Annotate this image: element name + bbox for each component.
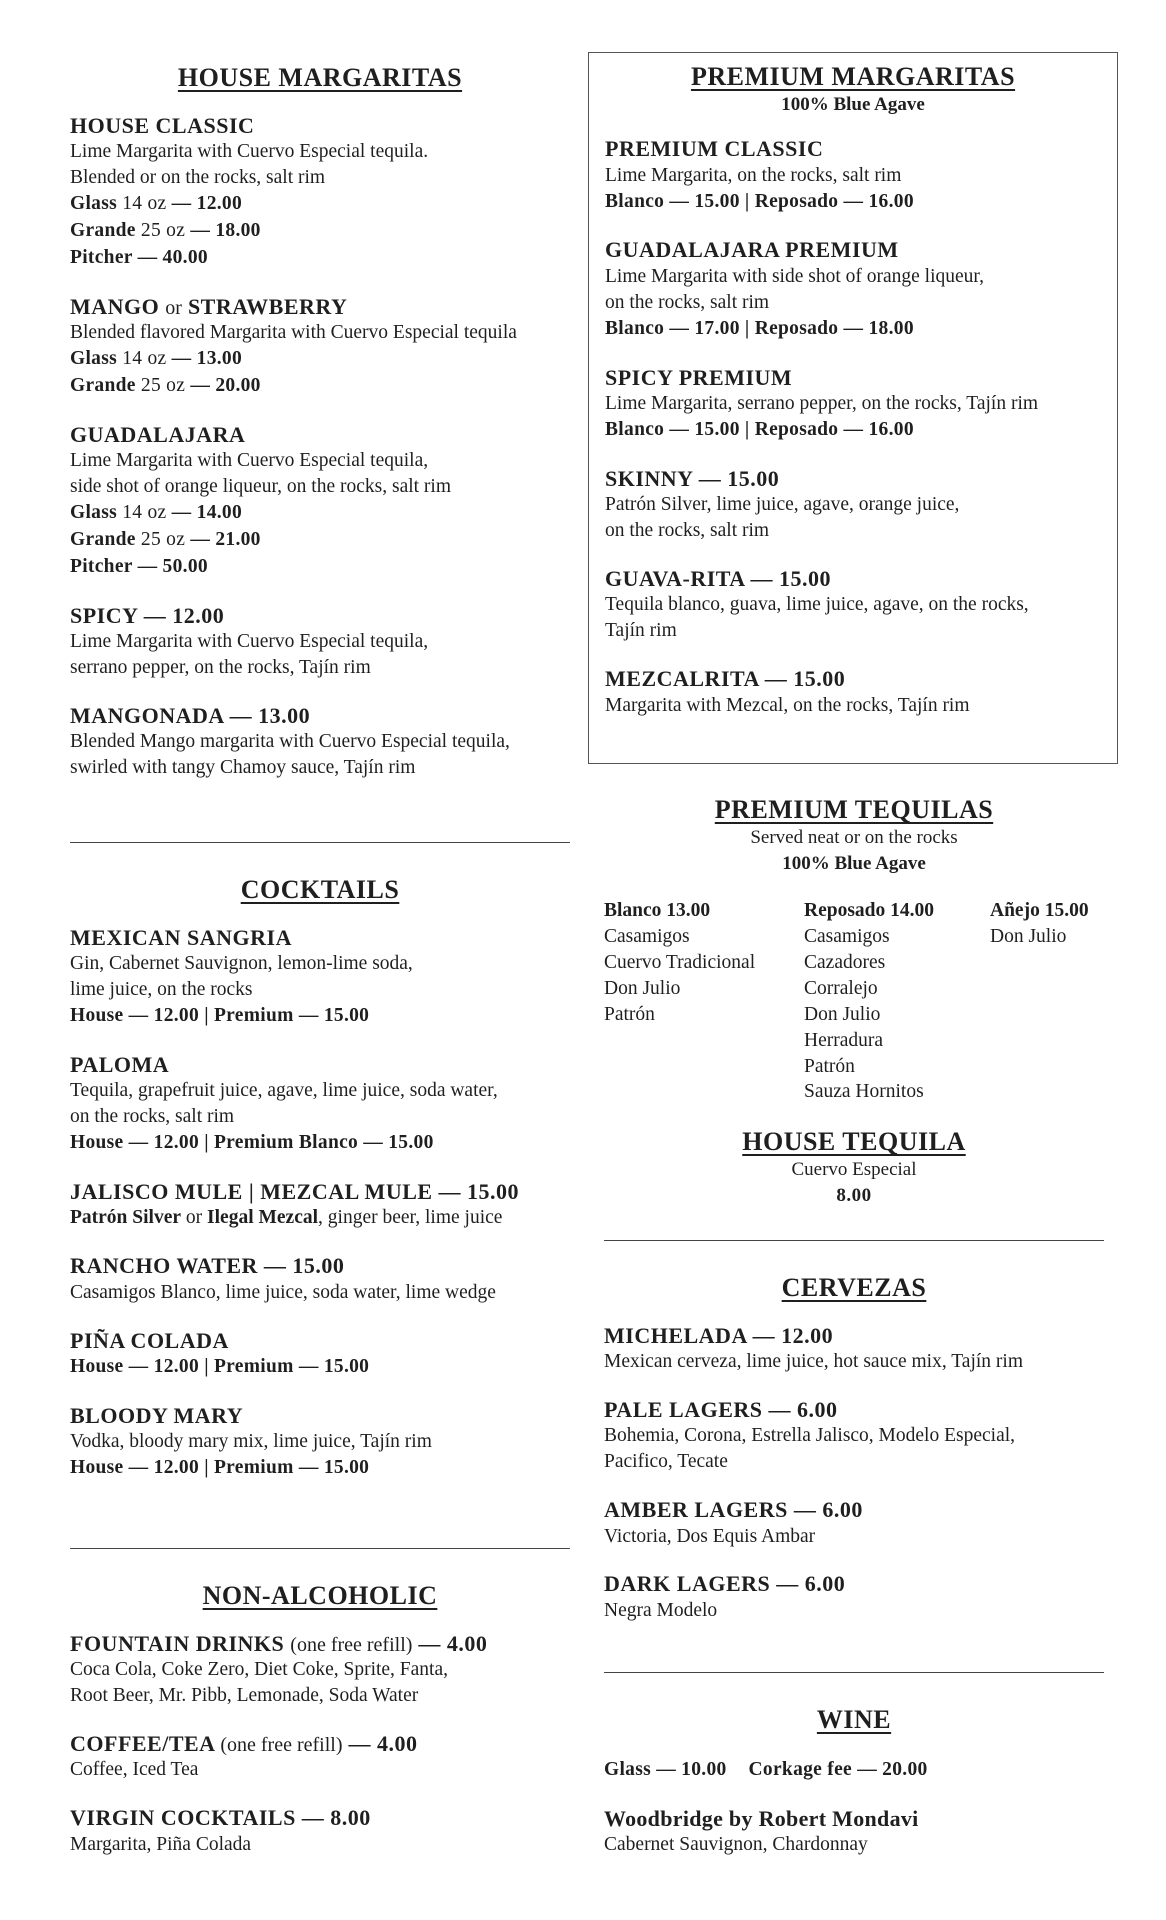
menu-item [70, 113, 570, 272]
item-name: HOUSE CLASSIC [70, 112, 255, 138]
section-title: NON-ALCOHOLIC [202, 1581, 438, 1610]
menu-item [70, 1179, 570, 1231]
item-price: Glass 14 oz — 13.00 [70, 347, 243, 369]
menu-item [70, 1403, 570, 1482]
menu-item [605, 136, 1101, 215]
item-price: House — 12.00 | Premium — 15.00 [70, 1457, 370, 1479]
item-name: DARK LAGERS — 6.00 [604, 1571, 846, 1597]
item-desc: Vodka, bloody mary mix, lime juice, Tajín rim [70, 1431, 432, 1453]
menu-item [70, 925, 570, 1030]
menu-item [604, 1806, 1104, 1858]
divider [604, 1672, 1104, 1673]
tequila-item: Don Julio [604, 977, 681, 999]
item-price: Pitcher — 40.00 [70, 246, 208, 268]
menu-item [70, 1805, 570, 1857]
item-desc: Victoria, Dos Equis Ambar [604, 1525, 816, 1547]
item-desc: on the rocks, salt rim [605, 520, 770, 542]
item-name: Woodbridge by Robert Mondavi [604, 1805, 919, 1831]
menu-item [70, 1631, 570, 1709]
section-subtitle: 100% Blue Agave [781, 93, 925, 115]
item-desc: Tequila, grapefruit juice, agave, lime juice, soda water, [70, 1080, 498, 1102]
item-price: Blanco — 17.00 | Reposado — 18.00 [605, 317, 914, 339]
item-desc: Tequila blanco, guava, lime juice, agave, on the rocks, [605, 594, 1029, 616]
item-desc: swirled with tangy Chamoy sauce, Tajín rim [70, 757, 416, 779]
menu-item [604, 1497, 1104, 1549]
tequila-item: Herradura [804, 1029, 884, 1051]
menu-item [605, 237, 1101, 342]
section-title: CERVEZAS [781, 1273, 927, 1302]
item-price: Grande 25 oz — 21.00 [70, 528, 261, 550]
item-name: SPICY — 12.00 [70, 602, 225, 628]
menu-item [605, 666, 1101, 718]
tequila-item: Don Julio [990, 925, 1067, 947]
item-name: SKINNY — 15.00 [605, 465, 780, 491]
item-desc: Lime Margarita, serrano pepper, on the rocks, Tajín rim [605, 392, 1039, 414]
tequila-column-reposado [804, 898, 990, 1105]
section-title: PREMIUM MARGARITAS [690, 62, 1016, 91]
menu-item [70, 603, 570, 681]
cocktails-section [70, 876, 570, 1482]
tequila-item: Cuervo Tradicional [604, 951, 756, 973]
section-subtitle: 100% Blue Agave [782, 853, 926, 875]
tequila-item: Corralejo [804, 977, 878, 999]
menu-item [70, 1052, 570, 1157]
item-desc: Gin, Cabernet Sauvignon, lemon-lime soda, [70, 952, 413, 974]
tequila-column-anejo [990, 898, 1120, 1105]
tequila-column-header: Reposado 14.00 [804, 900, 935, 921]
item-price: Glass 14 oz — 12.00 [70, 192, 243, 214]
divider [70, 1548, 570, 1549]
item-desc: Root Beer, Mr. Pibb, Lemonade, Soda Water [70, 1684, 419, 1706]
item-desc: Bohemia, Corona, Estrella Jalisco, Modelo Especial, [604, 1425, 1016, 1447]
tequila-column-header: Añejo 15.00 [990, 900, 1089, 921]
house-tequila-price: 8.00 [836, 1185, 872, 1207]
item-price: House — 12.00 | Premium — 15.00 [70, 1355, 370, 1377]
wine-section [604, 1706, 1104, 1858]
menu-item [70, 294, 570, 400]
item-name: AMBER LAGERS — 6.00 [604, 1497, 863, 1523]
item-desc: serrano pepper, on the rocks, Tajín rim [70, 656, 371, 678]
section-title: HOUSE MARGARITAS [177, 63, 463, 92]
item-name: MANGONADA — 13.00 [70, 702, 311, 728]
premium-margaritas-section [605, 63, 1101, 719]
menu-item [70, 1328, 570, 1381]
item-desc: Margarita, Piña Colada [70, 1833, 252, 1855]
item-desc: Margarita with Mezcal, on the rocks, Tajín rim [605, 694, 970, 716]
tequila-column-header: Blanco 13.00 [604, 900, 711, 921]
section-title: WINE [816, 1705, 892, 1734]
menu-item [70, 1731, 570, 1783]
item-name: GUADALAJARA PREMIUM [605, 237, 899, 263]
item-desc: on the rocks, salt rim [70, 1106, 235, 1128]
menu-item [70, 422, 570, 581]
item-desc: Lime Margarita with Cuervo Especial tequila, [70, 450, 429, 472]
item-desc: Blended or on the rocks, salt rim [70, 166, 326, 188]
item-desc: Negra Modelo [604, 1599, 718, 1621]
item-desc: Lime Margarita with Cuervo Especial tequila, [70, 631, 429, 653]
section-subtitle: Served neat or on the rocks [750, 826, 958, 848]
tequila-item: Don Julio [804, 1003, 881, 1025]
item-name: VIRGIN COCKTAILS — 8.00 [70, 1805, 371, 1831]
premium-tequilas-section [588, 796, 1120, 878]
menu-item [604, 1397, 1104, 1475]
divider [70, 842, 570, 843]
item-name: MEZCALRITA — 15.00 [605, 666, 846, 692]
item-price: Grande 25 oz — 20.00 [70, 374, 261, 396]
item-name: PREMIUM CLASSIC [605, 136, 824, 162]
item-name: FOUNTAIN DRINKS (one free refill) — 4.00 [70, 1630, 488, 1656]
tequila-item: Cazadores [804, 951, 886, 973]
item-desc: Blended flavored Margarita with Cuervo Especial tequila [70, 321, 517, 343]
item-desc: Patrón Silver or Ilegal Mezcal, ginger beer, lime juice [70, 1207, 503, 1229]
wine-prices: Glass — 10.00 Corkage fee — 20.00 [604, 1758, 928, 1780]
menu-item [605, 365, 1101, 444]
item-desc: Cabernet Sauvignon, Chardonnay [604, 1833, 868, 1855]
item-desc: Lime Margarita with Cuervo Especial tequila. [70, 140, 429, 162]
item-price: Glass 14 oz — 14.00 [70, 501, 243, 523]
item-name: JALISCO MULE | MEZCAL MULE — 15.00 [70, 1178, 520, 1204]
item-price: Pitcher — 50.00 [70, 555, 208, 577]
tequila-item: Casamigos [604, 925, 690, 947]
item-desc: on the rocks, salt rim [605, 291, 770, 313]
item-name: MANGO or STRAWBERRY [70, 293, 348, 319]
item-desc: Coffee, Iced Tea [70, 1759, 199, 1781]
item-desc: Blended Mango margarita with Cuervo Especial tequila, [70, 731, 510, 753]
cervezas-section [604, 1274, 1104, 1624]
house-margaritas-section [70, 64, 570, 781]
tequila-item: Patrón [604, 1003, 655, 1025]
menu-item [605, 466, 1101, 544]
premium-margaritas-box [588, 52, 1118, 764]
item-name: PALE LAGERS — 6.00 [604, 1396, 838, 1422]
menu-item [605, 566, 1101, 644]
menu-item [70, 703, 570, 781]
item-desc: side shot of orange liqueur, on the rocks, salt rim [70, 475, 452, 497]
menu-item [604, 1323, 1104, 1375]
item-name: GUADALAJARA [70, 421, 246, 447]
item-price: House — 12.00 | Premium Blanco — 15.00 [70, 1131, 434, 1153]
item-name: MICHELADA — 12.00 [604, 1322, 834, 1348]
item-price: Grande 25 oz — 18.00 [70, 219, 261, 241]
item-desc: Coca Cola, Coke Zero, Diet Coke, Sprite, Fanta, [70, 1658, 449, 1680]
item-name: SPICY PREMIUM [605, 364, 793, 390]
item-name: MEXICAN SANGRIA [70, 924, 293, 950]
item-desc: Mexican cerveza, lime juice, hot sauce mix, Tajín rim [604, 1350, 1023, 1372]
divider [604, 1240, 1104, 1241]
item-desc: Casamigos Blanco, lime juice, soda water, lime wedge [70, 1281, 496, 1303]
item-name: RANCHO WATER — 15.00 [70, 1253, 345, 1279]
section-title: COCKTAILS [240, 875, 400, 904]
item-desc: Lime Margarita with side shot of orange liqueur, [605, 265, 985, 287]
tequila-item: Patrón [804, 1055, 855, 1077]
item-price: Blanco — 15.00 | Reposado — 16.00 [605, 418, 914, 440]
item-name: PIÑA COLADA [70, 1327, 229, 1353]
tequila-list [604, 898, 1120, 1105]
menu-item [604, 1571, 1104, 1623]
house-tequila-section [588, 1128, 1120, 1210]
item-name: COFFEE/TEA (one free refill) — 4.00 [70, 1730, 418, 1756]
item-desc: Pacifico, Tecate [604, 1451, 728, 1473]
section-title: HOUSE TEQUILA [742, 1127, 966, 1156]
item-desc: Patrón Silver, lime juice, agave, orange juice, [605, 494, 960, 516]
item-name: PALOMA [70, 1051, 170, 1077]
tequila-item: Casamigos [804, 925, 890, 947]
item-price: House — 12.00 | Premium — 15.00 [70, 1004, 370, 1026]
tequila-column-blanco [604, 898, 804, 1105]
item-desc: Tajín rim [605, 620, 677, 642]
item-desc: lime juice, on the rocks [70, 978, 253, 1000]
item-price: Blanco — 15.00 | Reposado — 16.00 [605, 190, 914, 212]
tequila-item: Sauza Hornitos [804, 1081, 924, 1103]
item-name: BLOODY MARY [70, 1402, 244, 1428]
menu-item [70, 1253, 570, 1305]
non-alcoholic-section [70, 1582, 570, 1857]
section-title: PREMIUM TEQUILAS [714, 795, 994, 824]
item-desc: Lime Margarita, on the rocks, salt rim [605, 164, 902, 186]
item-name: GUAVA-RITA — 15.00 [605, 566, 831, 591]
house-tequila-brand: Cuervo Especial [791, 1158, 917, 1180]
